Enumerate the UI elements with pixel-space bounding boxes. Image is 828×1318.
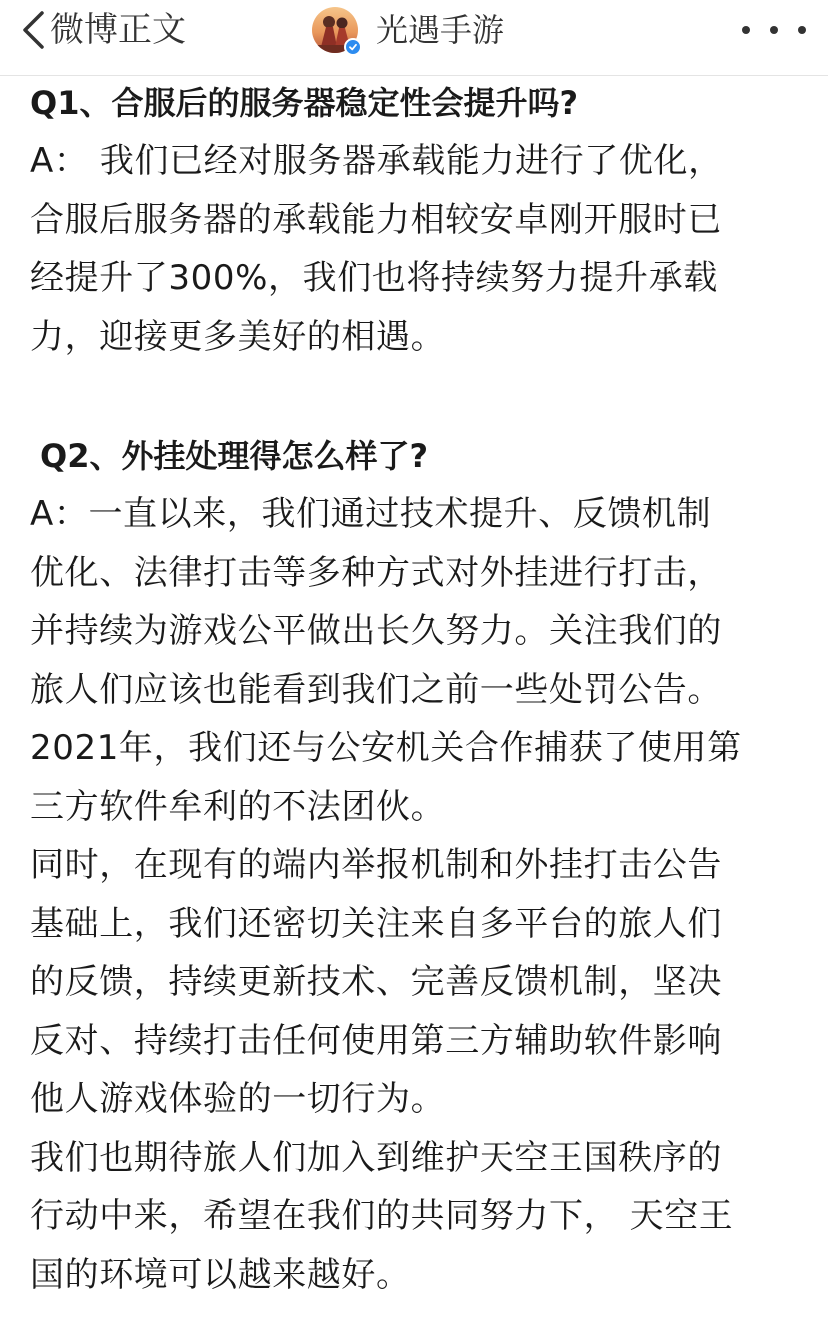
answer-line: 行动中来，希望在我们的共同努力下， 天空王 — [30, 1196, 734, 1236]
account-header[interactable] — [312, 6, 504, 54]
back-button[interactable] — [20, 8, 186, 52]
account-name[interactable]: 光遇手游 — [376, 11, 505, 49]
answer-line: 2021年，我们还与公安机关合作捕获了使用第 — [30, 728, 742, 768]
post-body — [30, 74, 805, 1304]
verified-badge-icon — [344, 38, 362, 56]
answer-line: A： 我们已经对服务器承载能力进行了优化， — [30, 141, 723, 181]
answer-line: 经提升了300%，我们也将持续努力提升承载 — [30, 258, 718, 298]
answer-line: 国的环境可以越来越好。 — [30, 1254, 411, 1295]
answer-line: 力，迎接更多美好的相遇。 — [30, 316, 446, 357]
chevron-left-icon — [20, 10, 46, 50]
answer-line: 他人游戏体验的一切行为。 — [30, 1079, 446, 1119]
answer-line: 的反馈，持续更新技术、完善反馈机制，坚决 — [30, 962, 722, 1002]
more-dot-icon — [798, 26, 806, 34]
answer-line: 并持续为游戏公平做出长久努力。关注我们的 — [30, 611, 722, 651]
answer-line: 基础上，我们还密切关注来自多平台的旅人们 — [30, 903, 722, 944]
paragraph-gap — [30, 366, 805, 424]
more-dot-icon — [742, 26, 750, 34]
top-nav-bar — [0, 0, 828, 76]
faq-item-q2 — [30, 427, 805, 1304]
faq-item-q1 — [30, 74, 805, 366]
answer-line: A：一直以来，我们通过技术提升、反馈机制 — [30, 494, 712, 534]
answer-line: 旅人们应该也能看到我们之前一些处罚公告。 — [30, 669, 722, 710]
answer-line: 三方软件牟利的不法团伙。 — [30, 786, 446, 827]
answer-line: 合服后服务器的承载能力相较安卓刚开服时已 — [30, 199, 722, 240]
answer-line: 反对、持续打击任何使用第三方辅助软件影响 — [30, 1020, 722, 1061]
question-heading: Q1、合服后的服务器稳定性会提升吗? — [30, 84, 579, 122]
answer-line: 优化、法律打击等多种方式对外挂进行打击， — [30, 552, 722, 593]
question-heading: Q2、外挂处理得怎么样了? — [40, 437, 429, 475]
answer-line: 同时，在现有的端内举报机制和外挂打击公告 — [30, 845, 722, 885]
more-dot-icon — [770, 26, 778, 34]
avatar[interactable] — [312, 7, 358, 53]
more-options-button[interactable] — [742, 12, 806, 48]
answer-line: 我们也期待旅人们加入到维护天空王国秩序的 — [30, 1137, 722, 1178]
back-label: 微博正文 — [50, 10, 186, 50]
